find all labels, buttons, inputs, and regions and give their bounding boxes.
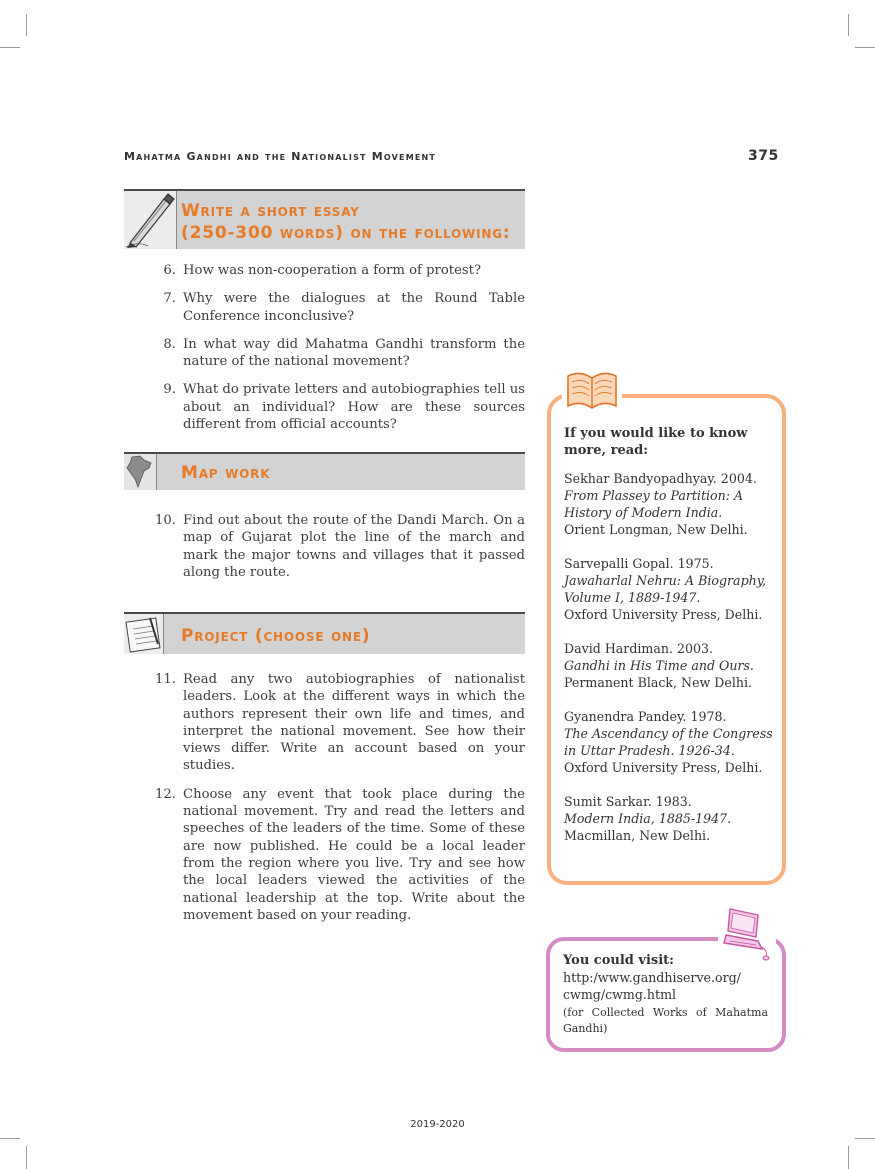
book-publisher: Orient Longman, New Delhi.	[564, 522, 748, 537]
crop-mark	[848, 1146, 849, 1169]
essay-section-heading	[124, 189, 525, 249]
question-list	[150, 262, 525, 444]
book-entry	[564, 470, 774, 538]
question-text: Read any two autobiographies of nationalist leaders. Look at the different ways in which the authors represent their own life and times, and interpret the national movement. See how their views differ. Write an account based on your studies.	[183, 672, 525, 774]
book-entry	[564, 555, 774, 623]
question-number: 9.	[163, 382, 176, 398]
map-section-heading	[124, 452, 525, 490]
book-publisher: Permanent Black, New Delhi.	[564, 675, 753, 690]
question-number: 7.	[163, 291, 176, 307]
open-book-icon	[562, 366, 622, 412]
book-list	[564, 470, 774, 861]
reading-heading: If you would like to know more, read:	[564, 426, 748, 458]
question-text: What do private letters and autobiographies tell us about an individual? How are these sources different from official accounts?	[183, 382, 525, 433]
crop-mark	[26, 14, 27, 36]
crop-mark	[848, 14, 849, 36]
book-title: Jawaharlal Nehru: A Biography, Volume I, 1889-1947.	[564, 573, 767, 605]
book-author: Sumit Sarkar. 1983.	[564, 794, 692, 809]
crop-mark	[26, 1146, 27, 1169]
crop-mark	[855, 1138, 875, 1139]
book-entry	[564, 640, 774, 691]
visit-content	[563, 952, 768, 1037]
book-title: Modern India, 1885-1947.	[564, 811, 732, 826]
book-author: Sarvepalli Gopal. 1975.	[564, 556, 714, 571]
question-number: 10.	[155, 513, 176, 528]
question-item	[150, 290, 525, 325]
question-text: How was non-cooperation a form of protest?	[183, 263, 482, 278]
book-entry	[564, 793, 774, 844]
book-title: Gandhi in His Time and Ours.	[564, 658, 754, 673]
essay-title-line1: Write a short essay	[181, 201, 360, 221]
book-author: Sekhar Bandyopadhyay. 2004.	[564, 471, 757, 486]
essay-title-line2: (250-300 words) on the following:	[181, 223, 511, 243]
india-map-icon	[124, 454, 157, 490]
book-author: David Hardiman. 2003.	[564, 641, 714, 656]
project-title: Project (choose one)	[181, 626, 371, 646]
question-item	[150, 671, 525, 775]
visit-heading: You could visit:	[563, 953, 674, 968]
crop-mark	[0, 47, 20, 48]
question-number: 6.	[163, 263, 176, 278]
page-number: 375	[748, 148, 779, 164]
book-publisher: Oxford University Press, Delhi.	[564, 607, 763, 622]
project-section-heading	[124, 612, 525, 654]
question-number: 11.	[155, 672, 176, 687]
book-author: Gyanendra Pandey. 1978.	[564, 709, 727, 724]
question-list	[150, 512, 525, 592]
footer-year: 2019-2020	[410, 1119, 465, 1130]
book-publisher: Oxford University Press, Delhi.	[564, 760, 763, 775]
question-list	[150, 671, 525, 935]
book-title: The Ascendancy of the Congress in Uttar Pradesh. 1926-34.	[564, 726, 773, 758]
question-number: 12.	[155, 786, 176, 802]
question-text: Why were the dialogues at the Round Table Conference inconclusive?	[183, 291, 525, 324]
question-number: 8.	[163, 336, 176, 352]
book-publisher: Macmillan, New Delhi.	[564, 828, 711, 843]
map-work-title: Map work	[181, 463, 271, 483]
visit-note: (for Collected Works of Mahatma Gandhi)	[563, 1006, 768, 1035]
running-header: Mahatma Gandhi and the Nationalist Movement	[124, 150, 437, 163]
book-title: From Plassey to Partition: A History of Modern India.	[564, 488, 744, 520]
question-item	[150, 786, 525, 924]
question-item	[150, 512, 525, 581]
question-item	[150, 262, 525, 279]
question-item	[150, 336, 525, 371]
pen-icon	[124, 191, 177, 249]
visit-url[interactable]: http:/www.gandhiserve.org/cwmg/cwmg.html	[563, 970, 741, 1002]
crop-mark	[0, 1138, 20, 1139]
question-item	[150, 381, 525, 433]
book-entry	[564, 708, 774, 776]
notebook-icon	[124, 614, 164, 654]
question-text: Choose any event that took place during the national movement. Try and read the letters and speeches of the leaders of the time. Some of these are now published. He could be a local leader from the region where you live. Try and see how the local leaders viewed the activities of the national leadership at the top. Write about the movement based on your reading.	[183, 786, 525, 923]
question-text: In what way did Mahatma Gandhi transform the nature of the national movement?	[183, 336, 525, 370]
question-text: Find out about the route of the Dandi March. On a map of Gujarat plot the line of the march and mark the major towns and villages that it passed along the route.	[183, 513, 525, 580]
crop-mark	[855, 47, 875, 48]
